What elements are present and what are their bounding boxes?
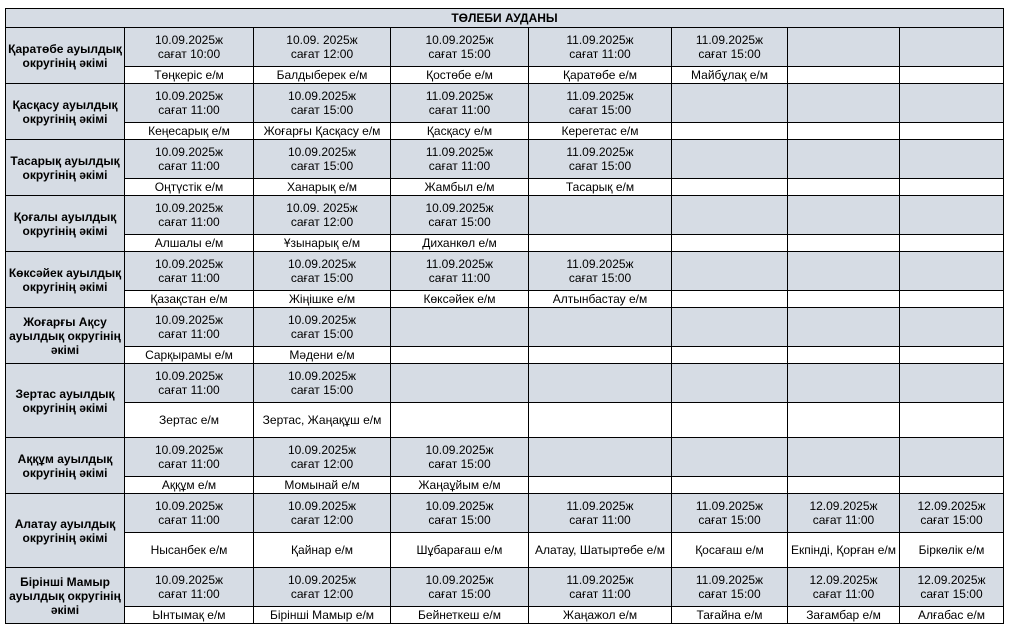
empty-cell <box>788 252 900 291</box>
section-place-row <box>6 607 1004 624</box>
settlement-name: Нысанбек е/м <box>125 533 254 568</box>
section-label: Қасқасу ауылдық округінің әкімі <box>6 84 125 140</box>
empty-cell <box>788 84 900 123</box>
schedule-time-cell <box>254 364 391 403</box>
schedule-time-cell <box>254 438 391 477</box>
section-time-row <box>6 364 1004 403</box>
schedule-time: сағат 11:00 <box>158 103 220 117</box>
schedule-time: сағат 15:00 <box>698 587 761 601</box>
schedule-time: сағат 15:00 <box>290 103 354 117</box>
section-label: Аққұм ауылдық округінің әкімі <box>6 438 125 494</box>
schedule-time: сағат 15:00 <box>568 103 632 117</box>
schedule-date: 11.09.2025ж <box>566 33 634 47</box>
settlement-name: Тасарық е/м <box>529 179 672 196</box>
schedule-time-cell <box>788 494 900 533</box>
schedule-time-cell <box>254 196 391 235</box>
schedule-time: сағат 11:00 <box>569 47 631 61</box>
schedule-time: сағат 15:00 <box>568 159 632 173</box>
empty-cell <box>900 123 1004 140</box>
schedule-time: сағат 15:00 <box>290 327 354 341</box>
empty-cell <box>672 364 788 403</box>
settlement-name: Төңкеріс е/м <box>125 67 254 84</box>
empty-cell <box>391 364 529 403</box>
section-time-row <box>6 438 1004 477</box>
empty-cell <box>529 347 672 364</box>
schedule-time: сағат 11:00 <box>158 159 220 173</box>
settlement-name: Керегетас е/м <box>529 123 672 140</box>
schedule-time: сағат 11:00 <box>158 587 220 601</box>
settlement-name: Алтынбастау е/м <box>529 291 672 308</box>
schedule-time: сағат 11:00 <box>158 271 220 285</box>
schedule-time: сағат 11:00 <box>569 513 631 527</box>
schedule-time-cell <box>254 252 391 291</box>
settlement-name: Ынтымақ е/м <box>125 607 254 624</box>
schedule-time: сағат 11:00 <box>428 159 491 173</box>
schedule-date: 12.09.2025ж <box>809 573 878 587</box>
schedule-time-cell <box>254 568 391 607</box>
schedule-time: сағат 15:00 <box>290 159 354 173</box>
schedule-time-cell <box>529 28 672 67</box>
schedule-time-cell <box>672 28 788 67</box>
schedule-date: 12.09.2025ж <box>917 499 986 513</box>
schedule-time: сағат 15:00 <box>698 513 761 527</box>
empty-cell <box>672 84 788 123</box>
empty-cell <box>529 438 672 477</box>
empty-cell <box>672 123 788 140</box>
settlement-name: Бейнеткеш е/м <box>391 607 529 624</box>
schedule-date: 10.09.2025ж <box>425 573 494 587</box>
section-place-row <box>6 123 1004 140</box>
schedule-date: 11.09.2025ж <box>566 573 634 587</box>
schedule-date: 10.09.2025ж <box>287 89 357 103</box>
schedule-time-cell <box>529 568 672 607</box>
section-label: Зертас ауылдық округінің әкімі <box>6 364 125 438</box>
schedule-time-cell <box>391 84 529 123</box>
settlement-name: Шұбарағаш е/м <box>391 533 529 568</box>
empty-cell <box>788 403 900 438</box>
schedule-time-cell <box>529 140 672 179</box>
empty-cell <box>788 67 900 84</box>
schedule-time-cell <box>125 196 254 235</box>
settlement-name: Алшалы е/м <box>125 235 254 252</box>
schedule-time: сағат 11:00 <box>158 457 220 471</box>
schedule-date: 10.09.2025ж <box>154 201 224 215</box>
schedule-time-cell <box>254 84 391 123</box>
empty-cell <box>788 308 900 347</box>
empty-cell <box>529 364 672 403</box>
section-time-row <box>6 196 1004 235</box>
settlement-name: Момынай е/м <box>254 477 391 494</box>
section-place-row <box>6 347 1004 364</box>
empty-cell <box>391 308 529 347</box>
section-place-row <box>6 533 1004 568</box>
settlement-name: Сарқырамы е/м <box>125 347 254 364</box>
empty-cell <box>391 403 529 438</box>
schedule-time-cell <box>254 494 391 533</box>
schedule-time: сағат 12:00 <box>290 513 354 527</box>
schedule-date: 10.09.2025ж <box>287 443 357 457</box>
section-time-row <box>6 28 1004 67</box>
settlement-name: Ұзынарық е/м <box>254 235 391 252</box>
schedule-date: 11.09.2025ж <box>566 145 634 159</box>
section-place-row <box>6 477 1004 494</box>
empty-cell <box>672 252 788 291</box>
empty-cell <box>788 235 900 252</box>
schedule-date: 10.09.2025ж <box>287 573 357 587</box>
schedule-time-cell <box>125 438 254 477</box>
section-time-row <box>6 308 1004 347</box>
settlement-name: Зағамбар е/м <box>788 607 900 624</box>
schedule-date: 10.09.2025ж <box>154 443 224 457</box>
settlement-name: Біркөлік е/м <box>900 533 1004 568</box>
schedule-time: сағат 11:00 <box>428 271 491 285</box>
section-label: Қаратөбе ауылдық округінің әкімі <box>6 28 125 84</box>
schedule-date: 10.09.2025ж <box>154 369 224 383</box>
empty-cell <box>672 140 788 179</box>
empty-cell <box>900 364 1004 403</box>
schedule-date: 10.09.2025ж <box>287 257 357 271</box>
section-time-row <box>6 252 1004 291</box>
schedule-time-cell <box>529 494 672 533</box>
settlement-name: Қаратөбе е/м <box>529 67 672 84</box>
empty-cell <box>529 308 672 347</box>
schedule-time-cell <box>391 568 529 607</box>
empty-cell <box>900 196 1004 235</box>
settlement-name: Диханкөл е/м <box>391 235 529 252</box>
schedule-date: 10.09.2025ж <box>287 145 357 159</box>
empty-cell <box>672 196 788 235</box>
schedule-date: 11.09.2025ж <box>695 573 764 587</box>
empty-cell <box>672 179 788 196</box>
section-place-row <box>6 403 1004 438</box>
section-label: Қоғалы ауылдық округінің әкімі <box>6 196 125 252</box>
schedule-time-cell <box>391 438 529 477</box>
district-title: ТӨЛЕБИ АУДАНЫ <box>6 9 1004 28</box>
settlement-name: Балдыберек е/м <box>254 67 391 84</box>
schedule-date: 10.09.2025ж <box>287 313 357 327</box>
schedule-time-cell <box>125 28 254 67</box>
section-label: Көксәйек ауылдық округінің әкімі <box>6 252 125 308</box>
settlement-name: Жіңішке е/м <box>254 291 391 308</box>
schedule-date: 10.09.2025ж <box>154 257 224 271</box>
schedule-time-cell <box>254 28 391 67</box>
settlement-name: Кеңесарық е/м <box>125 123 254 140</box>
schedule-time-cell <box>125 252 254 291</box>
empty-cell <box>788 347 900 364</box>
settlement-name: Қасқасу е/м <box>391 123 529 140</box>
schedule-date: 10.09.2025ж <box>154 573 224 587</box>
schedule-date: 10.09.2025ж <box>154 33 224 47</box>
schedule-date: 11.09.2025ж <box>425 257 494 271</box>
schedule-time: сағат 15:00 <box>920 587 983 601</box>
empty-cell <box>788 291 900 308</box>
section-label: Бірінші Мамыр ауылдық округінің әкімі <box>6 568 125 624</box>
schedule-date: 11.09.2025ж <box>425 89 494 103</box>
schedule-time-cell <box>529 252 672 291</box>
section-place-row <box>6 67 1004 84</box>
schedule-time: сағат 11:00 <box>158 327 220 341</box>
schedule-date: 10.09. 2025ж <box>286 201 358 215</box>
empty-cell <box>672 403 788 438</box>
settlement-name: Зертас е/м <box>125 403 254 438</box>
schedule-time: сағат 15:00 <box>428 587 491 601</box>
empty-cell <box>529 235 672 252</box>
schedule-time-cell <box>125 364 254 403</box>
settlement-name: Ханарық е/м <box>254 179 391 196</box>
schedule-date: 10.09.2025ж <box>425 201 494 215</box>
empty-cell <box>900 308 1004 347</box>
settlement-name: Бірінші Мамыр е/м <box>254 607 391 624</box>
empty-cell <box>900 403 1004 438</box>
schedule-time: сағат 15:00 <box>428 215 491 229</box>
settlement-name: Қосағаш е/м <box>672 533 788 568</box>
settlement-name: Зертас, Жаңақұш е/м <box>254 403 391 438</box>
schedule-time: сағат 12:00 <box>290 47 354 61</box>
schedule-date: 10.09.2025ж <box>425 443 494 457</box>
settlement-name: Екпінді, Қорған е/м <box>788 533 900 568</box>
schedule-time: сағат 11:00 <box>812 587 875 601</box>
schedule-time: сағат 10:00 <box>157 47 221 61</box>
empty-cell <box>672 347 788 364</box>
schedule-time: сағат 12:00 <box>290 587 354 601</box>
schedule-time-cell <box>254 308 391 347</box>
empty-cell <box>529 196 672 235</box>
section-place-row <box>6 291 1004 308</box>
empty-cell <box>900 252 1004 291</box>
settlement-name: Қостөбе е/м <box>391 67 529 84</box>
schedule-date: 10.09.2025ж <box>154 89 224 103</box>
schedule-date: 10.09.2025ж <box>425 33 494 47</box>
empty-cell <box>788 364 900 403</box>
schedule-time: сағат 11:00 <box>428 103 491 117</box>
empty-cell <box>788 28 900 67</box>
section-label: Жоғарғы Ақсу ауылдық округінің әкімі <box>6 308 125 364</box>
empty-cell <box>788 438 900 477</box>
schedule-time-cell <box>391 140 529 179</box>
schedule-time-cell <box>900 494 1004 533</box>
empty-cell <box>900 28 1004 67</box>
section-place-row <box>6 179 1004 196</box>
schedule-date: 11.09.2025ж <box>695 499 764 513</box>
schedule-time-cell <box>900 568 1004 607</box>
settlement-name: Оңтүстік е/м <box>125 179 254 196</box>
schedule-time: сағат 11:00 <box>569 587 631 601</box>
schedule-date: 10.09.2025ж <box>154 145 224 159</box>
schedule-time-cell <box>788 568 900 607</box>
empty-cell <box>788 179 900 196</box>
empty-cell <box>788 140 900 179</box>
schedule-time-cell <box>391 28 529 67</box>
settlement-name: Жаңажол е/м <box>529 607 672 624</box>
settlement-name: Қайнар е/м <box>254 533 391 568</box>
schedule-time-cell <box>391 196 529 235</box>
schedule-time-cell <box>391 494 529 533</box>
schedule-time: сағат 15:00 <box>290 383 354 397</box>
section-time-row <box>6 84 1004 123</box>
schedule-time-cell <box>125 140 254 179</box>
schedule-time: сағат 12:00 <box>290 457 354 471</box>
schedule-date: 10.09.2025ж <box>154 499 224 513</box>
settlement-name: Мәдени е/м <box>254 347 391 364</box>
schedule-date: 11.09.2025ж <box>566 257 634 271</box>
settlement-name: Аққұм е/м <box>125 477 254 494</box>
schedule-date: 11.09.2025ж <box>425 145 494 159</box>
schedule-time-cell <box>125 84 254 123</box>
schedule-date: 11.09.2025ж <box>566 499 634 513</box>
empty-cell <box>788 123 900 140</box>
settlement-name: Жамбыл е/м <box>391 179 529 196</box>
schedule-date: 10.09.2025ж <box>287 499 357 513</box>
empty-cell <box>900 477 1004 494</box>
schedule-time: сағат 15:00 <box>920 513 983 527</box>
schedule-time: сағат 15:00 <box>568 271 632 285</box>
schedule-time-cell <box>125 568 254 607</box>
schedule-date: 10.09.2025ж <box>425 499 494 513</box>
settlement-name: Тағайна е/м <box>672 607 788 624</box>
settlement-name: Жоғарғы Қасқасу е/м <box>254 123 391 140</box>
empty-cell <box>788 196 900 235</box>
schedule-time: сағат 15:00 <box>428 47 491 61</box>
section-place-row <box>6 235 1004 252</box>
empty-cell <box>391 347 529 364</box>
schedule-date: 12.09.2025ж <box>917 573 986 587</box>
empty-cell <box>672 477 788 494</box>
schedule-time: сағат 15:00 <box>698 47 761 61</box>
schedule-body <box>6 28 1004 624</box>
section-time-row <box>6 568 1004 607</box>
empty-cell <box>900 67 1004 84</box>
settlement-name: Көксәйек е/м <box>391 291 529 308</box>
empty-cell <box>900 438 1004 477</box>
empty-cell <box>900 347 1004 364</box>
schedule-time: сағат 11:00 <box>812 513 875 527</box>
settlement-name: Майбұлақ е/м <box>672 67 788 84</box>
schedule-date: 11.09.2025ж <box>695 33 764 47</box>
empty-cell <box>529 403 672 438</box>
empty-cell <box>900 84 1004 123</box>
schedule-time: сағат 11:00 <box>158 513 220 527</box>
schedule-time: сағат 15:00 <box>290 271 354 285</box>
schedule-time-cell <box>672 494 788 533</box>
schedule-time-cell <box>125 308 254 347</box>
empty-cell <box>900 235 1004 252</box>
empty-cell <box>672 291 788 308</box>
schedule-time: сағат 11:00 <box>158 383 220 397</box>
schedule-date: 12.09.2025ж <box>809 499 878 513</box>
schedule-table <box>5 8 1004 624</box>
empty-cell <box>672 438 788 477</box>
schedule-date: 10.09. 2025ж <box>286 33 358 47</box>
schedule-date: 10.09.2025ж <box>154 313 224 327</box>
schedule-time-cell <box>125 494 254 533</box>
empty-cell <box>672 235 788 252</box>
empty-cell <box>900 291 1004 308</box>
schedule-time: сағат 11:00 <box>158 215 220 229</box>
settlement-name: Алғабас е/м <box>900 607 1004 624</box>
schedule-time-cell <box>254 140 391 179</box>
schedule-time-cell <box>672 568 788 607</box>
schedule-date: 10.09.2025ж <box>287 369 357 383</box>
empty-cell <box>529 477 672 494</box>
schedule-time-cell <box>529 84 672 123</box>
settlement-name: Жаңаұйым е/м <box>391 477 529 494</box>
schedule-time: сағат 15:00 <box>428 513 491 527</box>
schedule-time: сағат 15:00 <box>428 457 491 471</box>
settlement-name: Қазақстан е/м <box>125 291 254 308</box>
empty-cell <box>900 140 1004 179</box>
empty-cell <box>672 308 788 347</box>
section-time-row <box>6 494 1004 533</box>
schedule-date: 11.09.2025ж <box>566 89 634 103</box>
empty-cell <box>788 477 900 494</box>
empty-cell <box>900 179 1004 196</box>
schedule-time: сағат 12:00 <box>290 215 354 229</box>
section-time-row <box>6 140 1004 179</box>
section-label: Алатау ауылдық округінің әкімі <box>6 494 125 568</box>
section-label: Тасарық ауылдық округінің әкімі <box>6 140 125 196</box>
settlement-name: Алатау, Шатыртөбе е/м <box>529 533 672 568</box>
schedule-time-cell <box>391 252 529 291</box>
